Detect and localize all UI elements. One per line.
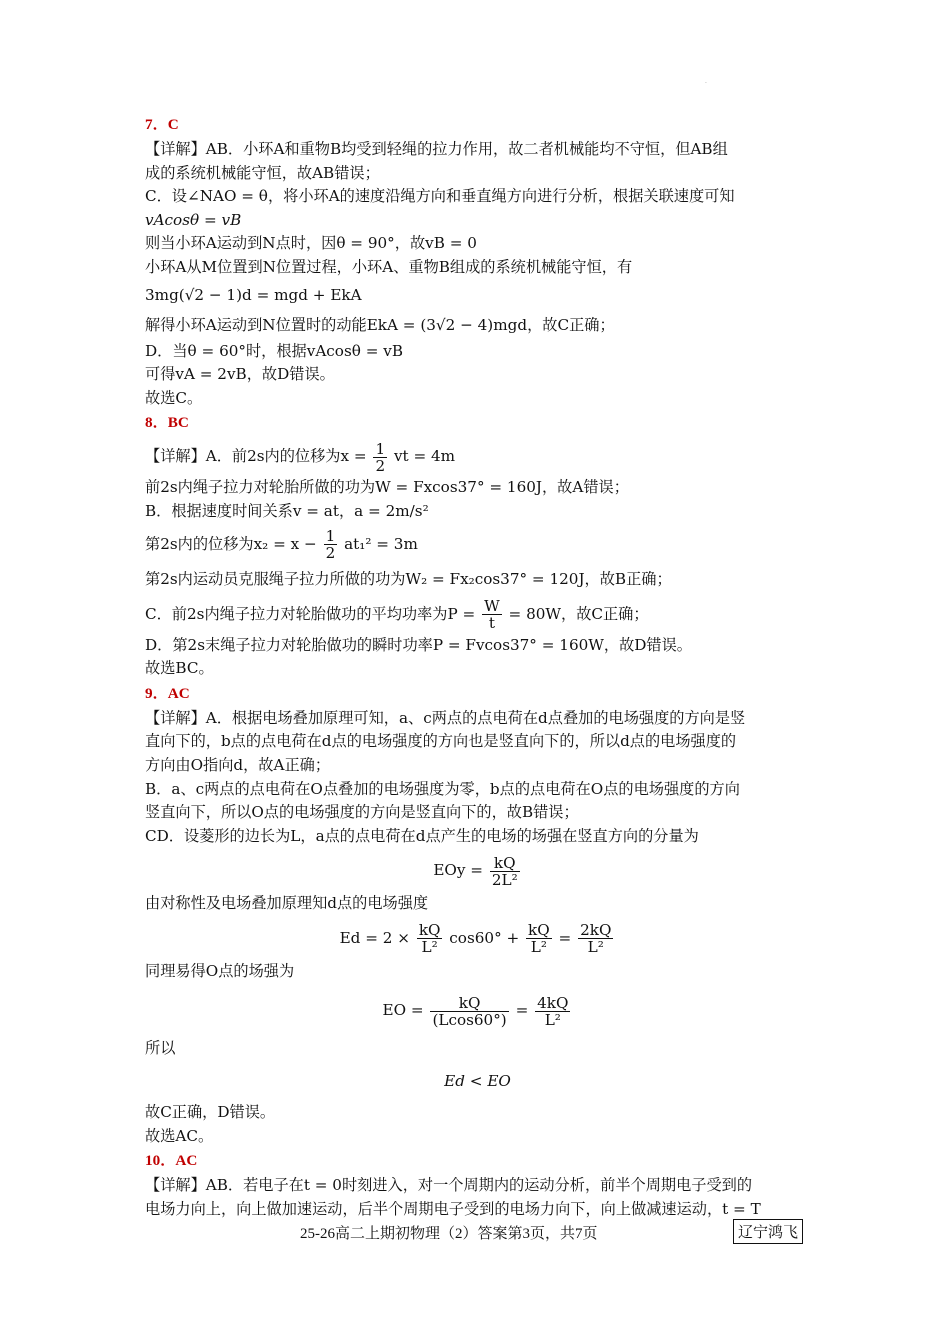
inequality: Ed < EO bbox=[444, 1072, 511, 1091]
q10-line: 【详解】AB．若电子在t = 0时刻进入，对一个周期内的运动分析，前半个周期电子受到的 bbox=[145, 1176, 753, 1195]
fraction-w-over-t bbox=[482, 598, 502, 631]
fraction bbox=[430, 995, 508, 1028]
equation-eo bbox=[145, 983, 810, 1037]
q7-line: vAcosθ = vB bbox=[145, 210, 242, 229]
eq-text: = bbox=[515, 1001, 529, 1020]
q8-line: D．第2s末绳子拉力对轮胎做功的瞬时功率P = Fvcos37° = 160W，故D错误。 bbox=[145, 635, 692, 654]
q8-line bbox=[145, 524, 810, 564]
q9-line: 【详解】A．根据电场叠加原理可知，a、c两点的点电荷在d点叠加的电场强度的方向是竖 bbox=[145, 708, 746, 727]
eq-text: Ed = 2 × bbox=[339, 928, 410, 947]
fraction bbox=[578, 922, 613, 955]
q7-line: 则当小环A运动到N点时，因θ = 90°，故vB = 0 bbox=[145, 234, 477, 253]
q7-line: C．设∠NAO = θ，将小环A的速度沿绳方向和垂直绳方向进行分析，根据关联速度可知 bbox=[145, 187, 735, 206]
numerator: 4kQ bbox=[537, 993, 569, 1012]
q8-line: 第2s内运动员克服绳子拉力所做的功为W₂ = Fx₂cos37° = 120J，故B正确； bbox=[145, 569, 672, 588]
question-8 bbox=[145, 410, 810, 680]
q7-line: 3mg(√2 − 1)d = mgd + EkA bbox=[145, 285, 362, 304]
question-9 bbox=[145, 681, 810, 1149]
equation-ed bbox=[145, 916, 810, 960]
q7-line: D．当θ = 60°时，根据vAcosθ = vB bbox=[145, 341, 404, 360]
answer-page bbox=[145, 112, 810, 1221]
q8-text: 【详解】A．前2s内的位移为x = bbox=[145, 447, 367, 466]
footer-page-info: 25-26高二上期初物理（2）答案第3页，共7页 bbox=[300, 1226, 598, 1242]
fraction-half bbox=[324, 528, 338, 561]
numerator: 2kQ bbox=[580, 921, 612, 940]
q8-line: B．根据速度时间关系v = at，a = 2m/s² bbox=[145, 501, 429, 520]
q7-line: 解得小环A运动到N位置时的动能EkA = (3√2 − 4)mgd，故C正确； bbox=[145, 315, 615, 334]
question-10 bbox=[145, 1148, 810, 1221]
eq-text: EO = bbox=[382, 1001, 424, 1020]
equation-eoy bbox=[145, 848, 810, 892]
corner-mark: · bbox=[705, 80, 707, 87]
q8-text: C．前2s内绳子拉力对轮胎做功的平均功率为P = bbox=[145, 604, 476, 623]
brand-badge: 辽宁鸿飞 bbox=[733, 1219, 803, 1244]
q9-line: 方向由O指向d，故A正确； bbox=[145, 755, 331, 774]
q9-line: 直向下的，b点的点电荷在d点的电场强度的方向也是竖直向下的，所以d点的电场强度的 bbox=[145, 732, 737, 751]
fraction bbox=[526, 922, 552, 955]
q7-line: 【详解】AB．小环A和重物B均受到轻绳的拉力作用，故二者机械能均不守恒，但AB组 bbox=[145, 140, 728, 158]
numerator: 1 bbox=[375, 439, 386, 458]
q8-line bbox=[145, 436, 810, 476]
q9-line: B．a、c两点的点电荷在O点叠加的电场强度为零，b点的点电荷在O点的电场强度的方向 bbox=[145, 779, 740, 798]
q10-line: 电场力向上，向上做加速运动，后半个周期电子受到的电场力向下，向上做减速运动，t = T bbox=[145, 1199, 761, 1218]
numerator: kQ bbox=[490, 855, 520, 872]
question-8-title: 8．BC bbox=[145, 414, 189, 432]
q7-line: 可得vA = 2vB，故D错误。 bbox=[145, 365, 335, 384]
q8-line: 前2s内绳子拉力对轮胎所做的功为W = Fxcos37° = 160J，故A错误； bbox=[145, 478, 629, 497]
denominator: t bbox=[488, 614, 495, 633]
question-9-title: 9．AC bbox=[145, 684, 190, 702]
q7-line: 小环A从M位置到N位置过程，小环A、重物B组成的系统机械能守恒，有 bbox=[145, 257, 633, 276]
fraction bbox=[535, 995, 570, 1028]
q8-line: 故选BC。 bbox=[145, 659, 214, 678]
question-10-title: 10．AC bbox=[145, 1152, 198, 1170]
q8-text: 第2s内的位移为x₂ = x − bbox=[145, 534, 317, 553]
numerator: 1 bbox=[325, 527, 336, 546]
denominator: (Lcos60°) bbox=[432, 1010, 507, 1029]
denominator: L² bbox=[421, 938, 438, 957]
eq-text: = bbox=[558, 928, 572, 947]
eq-text: EOy = bbox=[433, 861, 483, 880]
q9-line: 故C正确，D错误。 bbox=[145, 1103, 276, 1122]
question-7 bbox=[145, 112, 810, 410]
q9-line: 所以 bbox=[145, 1039, 176, 1058]
q9-line: 同理易得O点的场强为 bbox=[145, 961, 295, 980]
fraction-half bbox=[373, 441, 387, 474]
eq-text: cos60° + bbox=[449, 928, 520, 947]
question-7-title: 7．C bbox=[145, 116, 179, 133]
numerator: kQ bbox=[418, 921, 441, 940]
q9-line: 由对称性及电场叠加原理知d点的电场强度 bbox=[145, 894, 429, 913]
q8-text: at₁² = 3m bbox=[344, 534, 418, 553]
numerator: kQ bbox=[528, 921, 550, 940]
q8-text: vt = 4m bbox=[393, 447, 456, 466]
denominator: 2L² bbox=[491, 870, 518, 889]
denominator: L² bbox=[544, 1010, 561, 1029]
numerator: kQ bbox=[430, 995, 508, 1012]
q7-line: 成的系统机械能守恒，故AB错误； bbox=[145, 163, 380, 182]
q8-line bbox=[145, 594, 810, 634]
q7-line: 故选C。 bbox=[145, 388, 203, 407]
denominator: L² bbox=[587, 938, 604, 957]
q8-text: = 80W，故C正确； bbox=[508, 604, 649, 623]
denominator: 2 bbox=[375, 456, 386, 475]
q9-line: CD．设菱形的边长为L，a点的点电荷在d点产生的电场的场强在竖直方向的分量为 bbox=[145, 826, 699, 845]
numerator: W bbox=[484, 597, 500, 616]
denominator: 2 bbox=[325, 544, 336, 563]
fraction bbox=[490, 855, 520, 888]
q9-line: 竖直向下，所以O点的电场强度的方向是竖直向下的，故B错误； bbox=[145, 803, 579, 822]
q9-line: 故选AC。 bbox=[145, 1126, 214, 1145]
fraction bbox=[417, 922, 443, 955]
denominator: L² bbox=[530, 938, 547, 957]
